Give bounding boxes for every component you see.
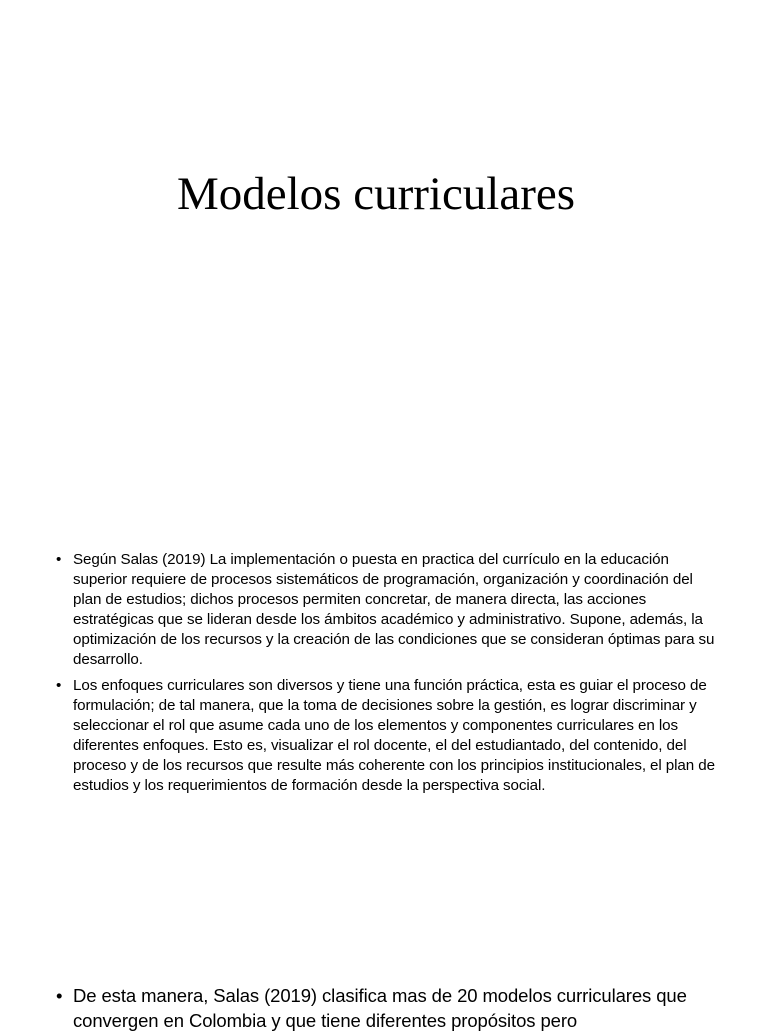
bullet-text: De esta manera, Salas (2019) clasifica mas de 20 modelos curriculares que convergen en Colombia y que tiene diferentes propósitos pero: [73, 985, 687, 1031]
bullet-marker: •: [56, 985, 63, 1006]
bullet-list: [56, 550, 716, 802]
bullet-item-salas-implementation: [56, 550, 716, 670]
next-slide-bullet-list: [56, 983, 736, 1033]
slide-title: Modelos curriculares: [176, 168, 576, 220]
bullet-text: Según Salas (2019) La implementación o puesta en practica del currículo en la educación superior requiere de procesos sistemáticos de programación, organización y coordinación del plan de estudios; dichos procesos permiten concretar, de manera directa, las acciones estratégicas que se lideran desde los ámbitos académico y administrativo. Supone, además, la optimización de los recursos y la creación de las condiciones que se consideran óptimas para su desarrollo.: [73, 551, 715, 668]
bullet-item-clasificacion: [56, 983, 736, 1033]
bullet-text: Los enfoques curriculares son diversos y tiene una función práctica, esta es guiar el proceso de formulación; de tal manera, que la toma de decisiones sobre la gestión, es lograr discriminar y seleccionar el rol que asume cada uno de los elementos y componentes curriculares en los diferentes enfoques. Esto es, visualizar el rol docente, el del estudiantado, del contenido, del proceso y de los recursos que resulte más coherente con los principios institucionales, el plan de estudios y los requerimientos de formación desde la perspectiva social.: [73, 677, 715, 794]
bullet-marker: •: [56, 677, 62, 694]
bullet-item-enfoques: [56, 676, 716, 796]
bullet-marker: •: [56, 551, 62, 568]
